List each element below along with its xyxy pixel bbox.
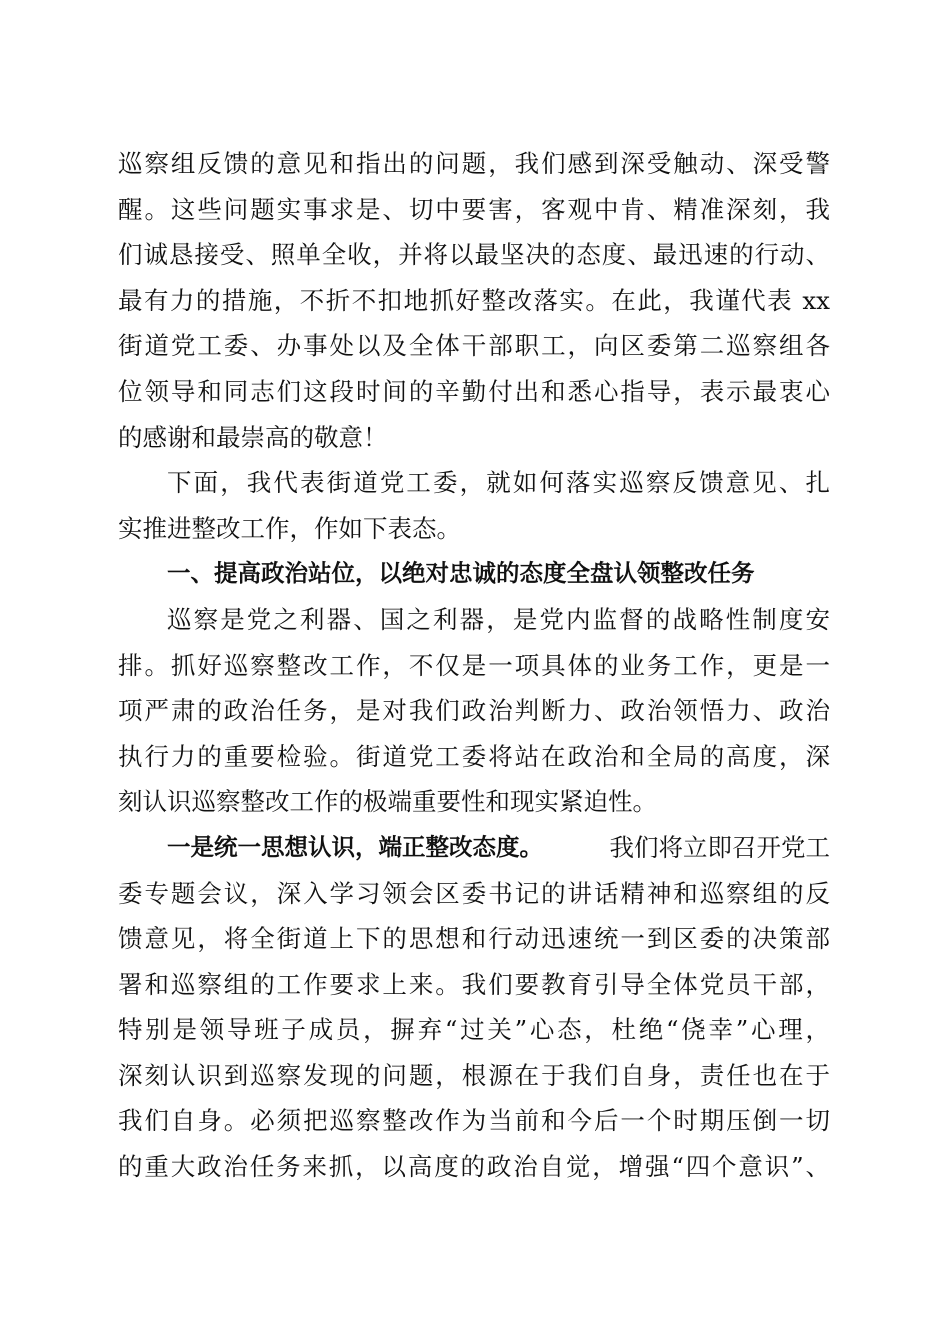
paragraph-gratitude — [118, 141, 830, 460]
text-line: 下面，我代表街道党工委，就如何落实巡察反馈意见、扎 — [167, 468, 830, 498]
paragraph-unify-thinking — [118, 825, 830, 1190]
lead-phrase: 一是统一思想认识，端正整改态度。 — [167, 832, 543, 861]
text-line: 的重大政治任务来抓，以高度的政治自觉，增强“四个意识”、 — [118, 1152, 830, 1182]
text-line: 街道党工委、办事处以及全体干部职工，向区委第二巡察组各 — [118, 331, 830, 361]
text-line: 刻认识巡察整改工作的极端重要性和现实紧迫性。 — [118, 787, 657, 817]
text-line: 位领导和同志们这段时间的辛勤付出和悉心指导，表示最衷心 — [118, 376, 830, 406]
text-line — [118, 825, 830, 871]
text-line: 馈意见，将全街道上下的思想和行动迅速统一到区委的决策部 — [118, 924, 830, 954]
text-line: 最有力的措施，不折不扣地抓好整改落实。在此，我谨代表 xx — [118, 285, 830, 315]
text-line: 实推进整改工作，作如下表态。 — [118, 513, 461, 543]
text-line: 深刻认识到巡察发现的问题，根源在于我们自身，责任也在于 — [118, 1060, 830, 1090]
text-line: 的感谢和最崇高的敬意！ — [118, 422, 388, 452]
text-line: 排。抓好巡察整改工作，不仅是一项具体的业务工作，更是一 — [118, 650, 830, 680]
document-body — [118, 141, 830, 1190]
text-line: 委专题会议，深入学习领会区委书记的讲话精神和巡察组的反 — [118, 878, 830, 908]
text-line: 们诚恳接受、照单全收，并将以最坚决的态度、最迅速的行动、 — [118, 240, 830, 270]
text-line: 巡察是党之利器、国之利器，是党内监督的战略性制度安 — [167, 604, 830, 634]
paragraph-intro — [118, 460, 830, 551]
text-line: 巡察组反馈的意见和指出的问题，我们感到深受触动、深受警 — [118, 149, 830, 178]
text-line: 醒。这些问题实事求是、切中要害，客观中肯、精准深刻，我 — [118, 194, 830, 224]
section-heading — [118, 551, 830, 597]
heading-text: 一、提高政治站位，以绝对忠诚的态度全盘认领整改任务 — [167, 559, 755, 588]
text-line: 我们自身。必须把巡察整改作为当前和今后一个时期压倒一切 — [118, 1106, 830, 1136]
text-line: 署和巡察组的工作要求上来。我们要教育引导全体党员干部， — [118, 969, 830, 999]
text-line: 特别是领导班子成员，摒弃“过关”心态，杜绝“侥幸”心理， — [118, 1015, 830, 1045]
paragraph-inspection-significance — [118, 597, 830, 825]
text-line: 执行力的重要检验。街道党工委将站在政治和全局的高度，深 — [118, 741, 830, 771]
text-line: 项严肃的政治任务，是对我们政治判断力、政治领悟力、政治 — [118, 696, 830, 726]
text-fragment: 我们将立即召开党工 — [609, 832, 830, 862]
